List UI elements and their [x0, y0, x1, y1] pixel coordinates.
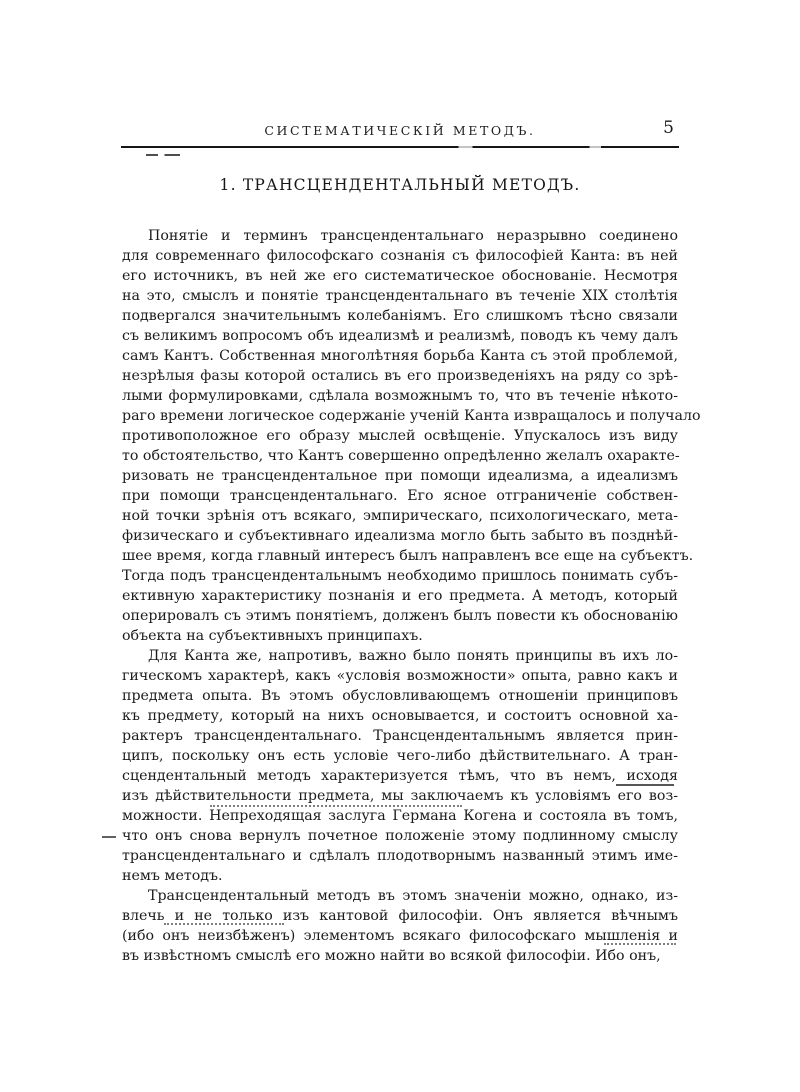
paragraph: [122, 646, 678, 886]
text-line: (ибо онъ неизбѣженъ) элементомъ всякаго философскаго мышленія и: [122, 928, 678, 944]
header-rule-artifact: [146, 154, 180, 156]
header-rule: [121, 146, 679, 148]
text-line: ективную характеристику познанія и его предмета. А методъ, который: [122, 588, 678, 604]
text-line: рактеръ трансцендентальнаго. Трансцендентальнымъ является прин-: [122, 728, 678, 744]
text-line: Понятіе и терминъ трансцендентальнаго неразрывно соединено: [148, 228, 678, 244]
text-block: [122, 226, 701, 966]
text-line: можности. Непреходящая заслуга Германа Когена и состояла въ томъ,: [122, 808, 678, 824]
text-line: изъ дѣйствительности предмета, мы заключаемъ къ условіямъ его воз-: [122, 788, 678, 804]
page-header: [122, 120, 678, 142]
text-line: раго времени логическое содержаніе ученій Канта извращалось и получало: [122, 408, 701, 424]
text-line: ной точки зрѣнія отъ всякаго, эмпирическаго, психологическаго, мета-: [122, 508, 678, 524]
text-line: сцендентальный методъ характеризуется тѣмъ, что въ немъ, исходя: [122, 768, 678, 784]
text-line: то обстоятельство, что Кантъ совершенно опредѣленно желалъ охаракте-: [122, 448, 680, 464]
text-line: ризовать не трансцендентальное при помощи идеализма, а идеализмъ: [122, 468, 678, 484]
text-line: ципъ, поскольку онъ есть условіе чего-либо дѣйствительнаго. А тран-: [122, 748, 678, 764]
paragraph: [122, 886, 678, 966]
running-header-title: СИСТЕМАТИЧЕСКІЙ МЕТОДЪ.: [264, 123, 536, 138]
paragraph: [122, 226, 701, 646]
text-line: немъ методъ.: [122, 868, 223, 884]
text-line: въ извѣстномъ смыслѣ его можно найти во всякой философіи. Ибо онъ,: [122, 948, 661, 964]
text-line: объекта на субъективныхъ принципахъ.: [122, 628, 423, 644]
text-line: Тогда подъ трансцендентальнымъ необходимо пришлось понимать субъ-: [122, 568, 678, 584]
pencil-margin-dash: [102, 836, 116, 838]
text-line: къ предмету, который на нихъ основывается, и состоитъ основной ха-: [122, 708, 678, 724]
text-line: Для Канта же, напротивъ, важно было понять принципы въ ихъ ло-: [148, 648, 678, 664]
text-line: физическаго и субъективнаго идеализма могло быть забыто въ позднѣй-: [122, 528, 678, 544]
text-line: лыми формулировками, сдѣлала возможнымъ то, что въ теченіе нѣкото-: [122, 388, 678, 404]
text-line: при помощи трансцендентальнаго. Его ясное отграниченіе собствен-: [122, 488, 678, 504]
text-line: оперировалъ съ этимъ понятіемъ, долженъ былъ повести къ обоснованію: [122, 608, 678, 624]
text-line: предмета опыта. Въ этомъ обусловливающемъ отношеніи принциповъ: [122, 688, 678, 704]
text-line: незрѣлыя фазы которой остались въ его произведеніяхъ на ряду со зрѣ-: [122, 368, 678, 384]
text-line: влечь и не только изъ кантовой философіи. Онъ является вѣчнымъ: [122, 908, 678, 924]
page-number: 5: [663, 118, 674, 138]
text-line: на это, смыслъ и понятіе трансцендентальнаго въ теченіе XIX столѣтія: [122, 288, 678, 304]
text-line: его источникъ, въ ней же его систематическое обоснованіе. Несмотря: [122, 268, 678, 284]
text-line: гическомъ характерѣ, какъ «условія возможности» опыта, равно какъ и: [122, 668, 678, 684]
text-line: трансцендентальнаго и сдѣлалъ плодотворнымъ названный этимъ име-: [122, 848, 678, 864]
text-line: самъ Кантъ. Собственная многолѣтняя борьба Канта съ этой проблемой,: [122, 348, 678, 364]
text-line: шее время, когда главный интересъ былъ направленъ все еще на субъектъ.: [122, 548, 694, 564]
text-line: что онъ снова вернулъ почетное положеніе этому подлинному смыслу: [122, 828, 678, 844]
text-line: Трансцендентальный методъ въ этомъ значеніи можно, однако, из-: [148, 888, 678, 904]
text-line: подвергался значительнымъ колебаніямъ. Его слишкомъ тѣсно связали: [122, 308, 678, 324]
section-title: 1. ТРАНСЦЕНДЕНТАЛЬНЫЙ МЕТОДЪ.: [219, 176, 581, 194]
text-line: для современнаго философскаго сознанія съ философіей Канта: въ ней: [122, 248, 678, 264]
text-line: противоположное его образу мыслей освѣщеніе. Упускалось изъ виду: [122, 428, 678, 444]
text-line: съ великимъ вопросомъ объ идеализмѣ и реализмѣ, поводъ къ чему далъ: [122, 328, 678, 344]
